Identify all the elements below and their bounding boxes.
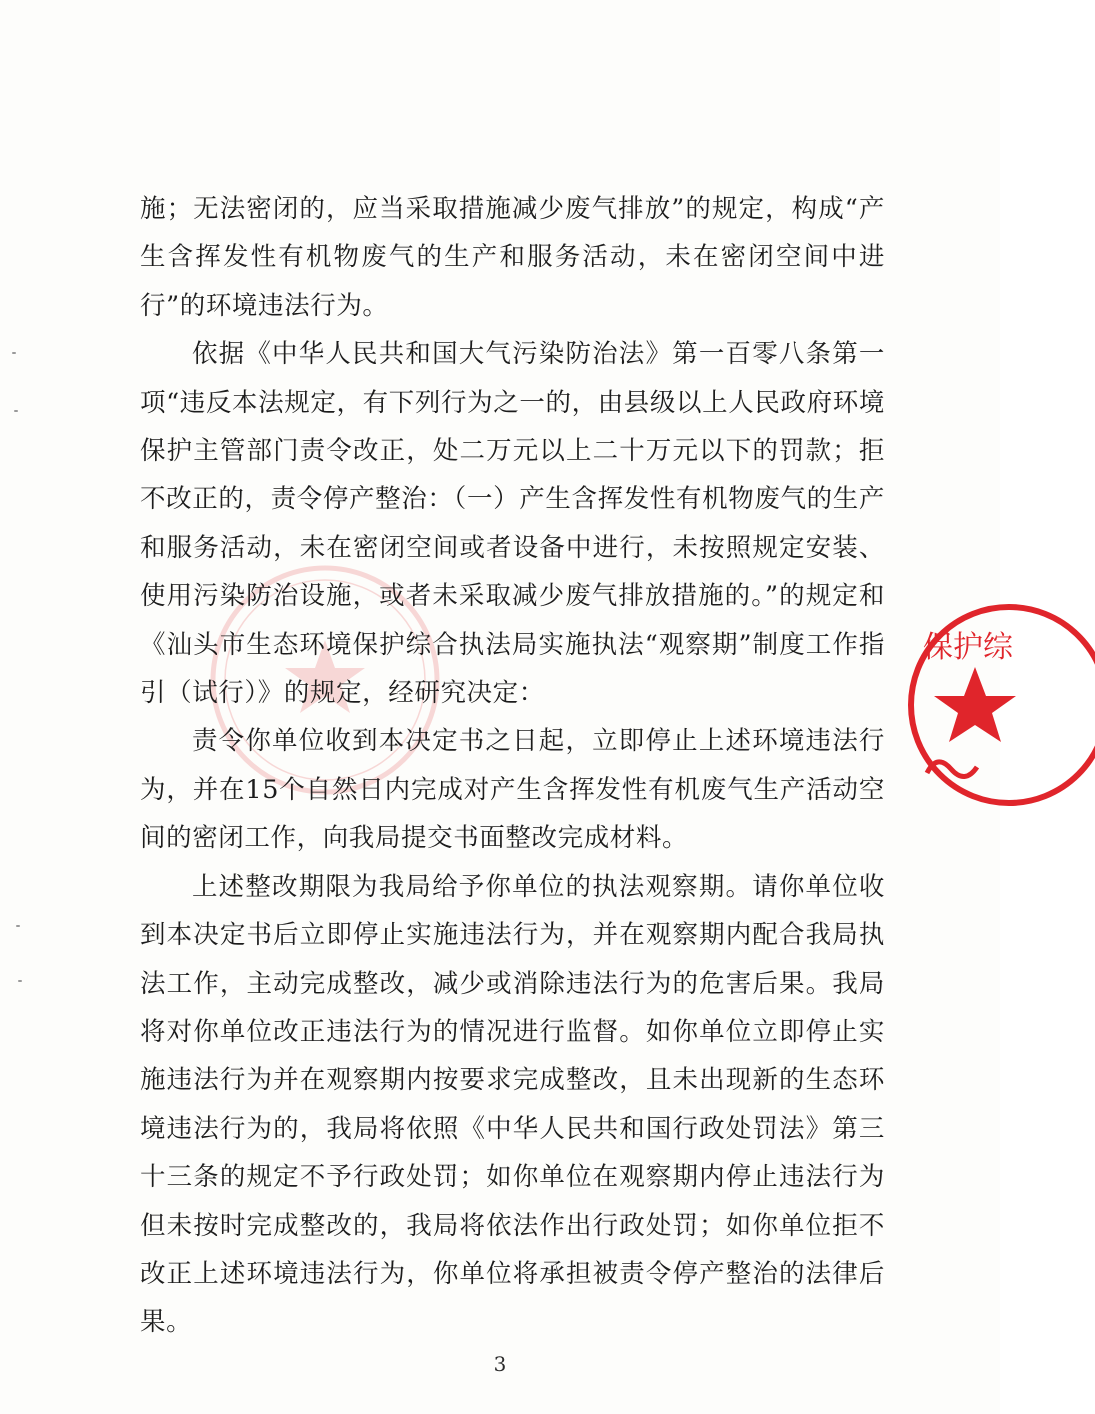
star-icon (934, 667, 1016, 742)
page-number: 3 (493, 1352, 507, 1376)
paragraph-legal-basis: 依据《中华人民共和国大气污染防治法》第一百零八条第一项“违反本法规定，有下列行为之一的，由县级以上人民政府环境保护主管部门责令改正，处二万元以上二十万元以下的罚款；拒不改正的，责令停产整治：（一）产生含挥发性有机物废气的生产和服务活动，未在密闭空间或者设备中进行，未按照规定安装、使用污染防治设施，或者未采取减少废气排放措施的。”的规定和《汕头市生态环境保护综合执法局实施执法“观察期”制度工作指引（试行）》的规定，经研究决定： (140, 339, 885, 709)
official-seal (905, 595, 1013, 815)
scan-speck (16, 925, 20, 927)
paragraph-order: 责令你单位收到本决定书之日起，立即停止上述环境违法行为，并在15个自然日内完成对产生含挥发性有机废气生产活动空间的密闭工作，向我局提交书面整改完成材料。 (140, 726, 885, 854)
scan-speck (14, 410, 18, 412)
document-body (140, 185, 885, 1347)
paragraph-continuation: 施；无法密闭的，应当采取措施减少废气排放”的规定，构成“产生含挥发性有机物废气的生产和服务活动，未在密闭空间中进行”的环境违法行为。 (140, 194, 885, 321)
scan-speck (18, 980, 22, 982)
seal-text: 保护综 (923, 630, 1013, 665)
paragraph-observation-period: 上述整改期限为我局给予你单位的执法观察期。请你单位收到本决定书后立即停止实施违法行为，并在观察期内配合我局执法工作，主动完成整改，减少或消除违法行为的危害后果。我局将对你单位改正违法行为的情况进行监督。如你单位立即停止实施违法行为并在观察期内按要求完成整改，且未出现新的生态环境违法行为的，我局将依照《中华人民共和国行政处罚法》第三十三条的规定不予行政处罚；如你单位在观察期内停止违法行为但未按时完成整改的，我局将依法作出行政处罚；如你单位拒不改正上述环境违法行为，你单位将承担被责令停产整治的法律后果。 (140, 871, 885, 1338)
scan-speck (12, 352, 16, 354)
